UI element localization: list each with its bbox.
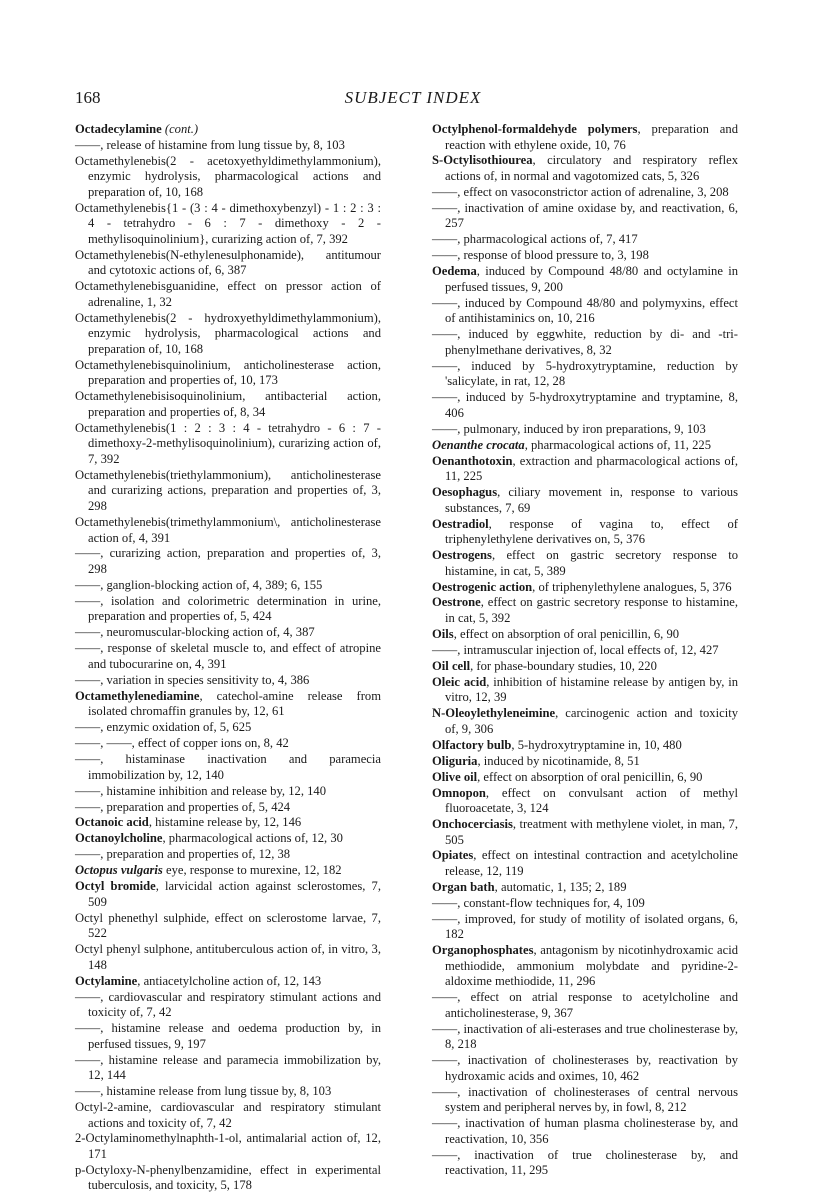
index-entry-heading: Octylphenol-formaldehyde polymers — [432, 122, 638, 136]
index-entry-text: ——, inactivation of human plasma cholinesterase by, and reactivation, 10, 356 — [432, 1116, 738, 1146]
index-entry-heading: Onchocerciasis — [432, 817, 513, 831]
index-entry-text: Octamethylenebisguanidine, effect on pressor action of adrenaline, 1, 32 — [75, 279, 381, 309]
index-entry — [432, 485, 738, 516]
index-column-right — [432, 122, 738, 1179]
index-entry-heading: Oenanthotoxin — [432, 453, 513, 468]
index-entry — [75, 421, 381, 468]
index-entry-text: ——, induced by Compound 48/80 and polymyxins, effect of antihistaminics on, 10, 216 — [432, 295, 738, 326]
index-entry-text: ——, histamine release from lung tissue by, 8, 103 — [75, 1084, 332, 1099]
index-entry — [432, 517, 738, 548]
index-entry — [432, 1085, 738, 1116]
index-entry — [432, 643, 738, 659]
index-entry-text: ——, release of histamine from lung tissue by, 8, 103 — [75, 137, 345, 152]
index-entry-heading: Organophosphates — [432, 943, 534, 958]
index-entry — [432, 770, 738, 786]
index-entry-text: ——, improved, for study of motility of isolated organs, 6, 182 — [432, 911, 738, 942]
index-entry-heading: Octamethylenediamine — [75, 688, 200, 703]
index-entry — [75, 942, 381, 973]
index-entry — [75, 831, 381, 847]
index-entry — [75, 1131, 381, 1162]
index-entry-text: , 5-hydroxytryptamine in, 10, 480 — [511, 737, 682, 752]
index-entry — [432, 1053, 738, 1084]
index-entry-text: ——, inactivation of ali-esterases and true cholinesterase by, 8, 218 — [432, 1021, 738, 1052]
index-entry-text: ——, variation in species sensitivity to, 4, 386 — [75, 672, 310, 687]
index-entry-text: ——, response of skeletal muscle to, and effect of atropine and tubocurarine on, 4, 391 — [75, 641, 381, 671]
index-entry — [432, 627, 738, 643]
page-number: 168 — [75, 88, 101, 107]
index-entry-text: , larvicidal action against sclerostomes, 7, 509 — [88, 879, 381, 909]
index-entry-text: , carcinogenic action and toxicity of, 9, 306 — [445, 706, 738, 736]
index-entry — [432, 390, 738, 421]
index-entry — [432, 327, 738, 358]
index-entry-text: , circulatory and respiratory reflex actions of, in normal and vagotomized cats, 5, 326 — [445, 153, 738, 184]
index-entry-text: ——, neuromuscular-blocking action of, 4, 387 — [75, 625, 315, 640]
page-title: SUBJECT INDEX — [344, 88, 482, 107]
index-entry-text: ——, isolation and colorimetric determination in urine, preparation and properties of, 5, 424 — [75, 593, 381, 624]
index-entry — [432, 659, 738, 675]
index-entry-heading: Oil cell — [432, 658, 471, 673]
index-entry-heading: Oestradiol — [432, 516, 489, 531]
index-entry — [75, 752, 381, 783]
index-entry-heading: Olfactory bulb — [432, 737, 512, 752]
index-entry-text: , effect on convulsant action of methyl fluoroacetate, 3, 124 — [445, 785, 738, 816]
index-entry-text: Octyl phenethyl sulphide, effect on sclerostome larvae, 7, 522 — [75, 910, 381, 941]
index-entry — [75, 625, 381, 641]
index-entry — [75, 815, 381, 831]
index-entry — [75, 546, 381, 577]
index-entry-text: ——, preparation and properties of, 12, 38 — [75, 847, 291, 862]
index-entry-heading: Oleic acid — [432, 674, 487, 689]
index-entry-text: , catechol-amine release from isolated chromaffin granules by, 12, 61 — [88, 688, 381, 719]
index-entry-text: (cont.) — [161, 122, 199, 136]
index-entry-text: ——, histamine release and oedema production by, in perfused tissues, 9, 197 — [75, 1021, 381, 1051]
index-entry-text: ——, histamine inhibition and release by, 12, 140 — [75, 783, 327, 798]
index-entry — [432, 359, 738, 390]
index-entry-heading: Oestrone — [432, 595, 481, 610]
index-entry-text: , pharmacological actions of, 11, 225 — [524, 437, 711, 452]
index-entry-heading: Octanoic acid — [75, 815, 149, 830]
index-entry — [75, 800, 381, 816]
index-entry-text: ——, pharmacological actions of, 7, 417 — [432, 232, 638, 247]
page-header — [75, 88, 751, 110]
index-entry-text: ——, constant-flow techniques for, 4, 109 — [432, 895, 645, 910]
index-entry-text: , histamine release by, 12, 146 — [148, 815, 302, 830]
index-entry-text: ——, inactivation of cholinesterases by, reactivation by hydroxamic acids and oximes, 10, 462 — [432, 1053, 738, 1083]
index-entry-text: , effect on gastric secretory response to histamine, in cat, 5, 389 — [445, 548, 738, 578]
index-entry-text: ——, enzymic oxidation of, 5, 625 — [75, 720, 252, 735]
index-entry-text: ——, induced by eggwhite, reduction by di- and -tri-phenylmethane derivatives, 8, 32 — [432, 327, 738, 357]
index-entry-text: , of triphenylethylene analogues, 5, 376 — [532, 579, 732, 594]
index-entry-text: Octamethylenebis(trimethylammonium\, anticholinesterase action of, 4, 391 — [75, 514, 381, 545]
index-entry-text: ——, histaminase inactivation and paramecia immobilization by, 12, 140 — [75, 752, 381, 782]
index-entry — [432, 580, 738, 596]
index-entry — [432, 943, 738, 990]
index-entry-text: , effect on absorption of oral penicillin, 6, 90 — [453, 626, 680, 641]
index-entry — [432, 990, 738, 1021]
index-entry-text: ——, effect on atrial response to acetylcholine and anticholinesterase, 9, 367 — [432, 990, 738, 1020]
index-entry-text: ——, ganglion-blocking action of, 4, 389; 6, 155 — [75, 577, 323, 592]
index-entry-text: eye, response to murexine, 12, 182 — [162, 863, 342, 878]
index-entry-text: ——, inactivation of true cholinesterase by, and reactivation, 11, 295 — [432, 1147, 738, 1178]
index-entry-text: , effect on absorption of oral penicillin, 6, 90 — [477, 769, 703, 784]
index-entry-heading: Oestrogens — [432, 548, 492, 563]
index-entry — [432, 754, 738, 770]
index-entry-text: ——, effect on vasoconstrictor action of adrenaline, 3, 208 — [432, 184, 729, 199]
index-entry-text: ——, induced by 5-hydroxytryptamine, reduction by 'salicylate, in rat, 12, 28 — [432, 358, 738, 389]
index-entry — [432, 122, 738, 153]
index-entry-text: ——, curarizing action, preparation and properties of, 3, 298 — [75, 546, 381, 576]
index-entry — [432, 548, 738, 579]
index-entry — [432, 201, 738, 232]
index-column-left — [75, 122, 381, 1194]
index-entry-heading: Oils — [432, 626, 454, 641]
index-entry-text: p-Octyloxy-N-phenylbenzamidine, effect in experimental tuberculosis, and toxicity, 5, 178 — [75, 1162, 381, 1193]
index-entry — [432, 817, 738, 848]
index-entry-text: ——, ——, effect of copper ions on, 8, 42 — [75, 736, 289, 751]
index-entry — [75, 863, 381, 879]
index-entry-text: ——, response of blood pressure to, 3, 198 — [432, 248, 649, 263]
index-entry — [432, 912, 738, 943]
index-entry — [432, 296, 738, 327]
index-entry — [75, 911, 381, 942]
index-entry-text: Octamethylenebis(2 - hydroxyethyldimethylammonium), enzymic hydrolysis, pharmacological actions and preparation of, 10, 168 — [75, 310, 381, 356]
index-entry — [75, 1100, 381, 1131]
index-entry-text: , antiacetylcholine action of, 12, 143 — [137, 973, 322, 988]
index-entry — [75, 122, 381, 138]
index-entry-text: 2-Octylaminomethylnaphth-1-ol, antimalarial action of, 12, 171 — [75, 1131, 381, 1161]
index-entry-text: Octyl phenyl sulphone, antituberculous action of, in vitro, 3, 148 — [75, 942, 381, 972]
index-entry — [75, 1053, 381, 1084]
index-entry — [75, 1021, 381, 1052]
index-entry-heading: Oedema — [432, 264, 477, 279]
index-entry-heading: Octylamine — [75, 973, 138, 988]
index-entry — [75, 201, 381, 248]
index-entry-text: ——, inactivation of cholinesterases of central nervous system and peripheral nerves by, in fowl, 8, 212 — [432, 1084, 738, 1115]
index-entry-heading: Opiates — [432, 848, 474, 863]
index-entry — [75, 720, 381, 736]
index-entry-heading: Octadecylamine — [75, 122, 162, 136]
index-entry-text: ——, preparation and properties of, 5, 424 — [75, 799, 291, 814]
index-entry — [432, 1022, 738, 1053]
index-entry-heading: Octanoylcholine — [75, 831, 163, 846]
index-entry — [432, 738, 738, 754]
index-entry — [75, 689, 381, 720]
index-entry-text: , effect on intestinal contraction and acetylcholine release, 12, 119 — [445, 848, 738, 879]
index-entry — [75, 990, 381, 1021]
index-entry-text: Octamethylenebis(N-ethylenesulphonamide), antitumour and cytotoxic actions of, 6, 387 — [75, 247, 381, 278]
index-entry — [432, 675, 738, 706]
index-entry-text: Octamethylenebis(1 : 2 : 3 : 4 - tetrahydro - 6 : 7 - dimethoxy-2-methylisoquinolinium), curarizing action of, 7, 392 — [75, 420, 381, 466]
index-entry-text: , automatic, 1, 135; 2, 189 — [494, 879, 627, 894]
index-entry — [432, 232, 738, 248]
index-entry-text: ——, inactivation of amine oxidase by, and reactivation, 6, 257 — [432, 200, 738, 231]
index-entry-text: , induced by nicotinamide, 8, 51 — [477, 753, 640, 768]
index-entry — [432, 264, 738, 295]
index-entry-text: ——, histamine release and paramecia immobilization by, 12, 144 — [75, 1052, 381, 1083]
index-entry — [75, 248, 381, 279]
index-entry — [432, 896, 738, 912]
index-entry — [75, 154, 381, 201]
index-entry-text: , induced by Compound 48/80 and octylamine in perfused tissues, 9, 200 — [445, 264, 738, 294]
index-entry-text: Octamethylenebisisoquinolinium, antibacterial action, preparation and properties of, 8, 34 — [75, 389, 381, 419]
index-entry-heading: Omnopon — [432, 785, 486, 800]
index-entry — [75, 389, 381, 420]
index-entry-heading: Olive oil — [432, 769, 478, 784]
index-entry — [75, 974, 381, 990]
index-entry — [75, 358, 381, 389]
index-entry — [432, 880, 738, 896]
index-entry — [75, 673, 381, 689]
index-entry-heading: Octopus vulgaris — [75, 863, 163, 878]
index-entry — [432, 595, 738, 626]
index-entry-text: ——, cardiovascular and respiratory stimulant actions and toxicity of, 7, 42 — [75, 989, 381, 1020]
index-entry — [75, 879, 381, 910]
index-entry — [432, 848, 738, 879]
index-entry-text: , response of vagina to, effect of triphenylethylene derivatives on, 5, 376 — [445, 516, 738, 547]
index-entry-text: , extraction and pharmacological actions of, 11, 225 — [445, 453, 738, 484]
index-entry-heading: Organ bath — [432, 879, 495, 894]
index-entry-text: , treatment with methylene violet, in man, 7, 505 — [445, 817, 738, 847]
index-entry — [75, 641, 381, 672]
index-entry — [432, 248, 738, 264]
index-entry — [432, 1148, 738, 1179]
index-entry — [432, 786, 738, 817]
index-entry — [432, 438, 738, 454]
index-entry — [75, 515, 381, 546]
index-entry — [75, 578, 381, 594]
index-entry-text: ——, intramuscular injection of, local effects of, 12, 427 — [432, 642, 719, 657]
index-entry — [432, 454, 738, 485]
index-entry-text: , for phase-boundary studies, 10, 220 — [470, 658, 657, 673]
index-entry — [432, 153, 738, 184]
index-entry — [75, 468, 381, 515]
index-entry — [75, 594, 381, 625]
index-entry — [75, 1084, 381, 1100]
index-entry-heading: Oenanthe crocata — [432, 437, 525, 452]
index-entry-heading: S-Octylisothiourea — [432, 153, 533, 168]
index-entry-text: ——, induced by 5-hydroxytryptamine and tryptamine, 8, 406 — [432, 390, 738, 420]
index-entry — [75, 311, 381, 358]
index-entry-heading: Oliguria — [432, 753, 478, 768]
index-entry-heading: N-Oleoylethyleneimine — [432, 706, 556, 721]
index-entry-text: , effect on gastric secretory response to histamine, in cat, 5, 392 — [445, 595, 738, 625]
index-entry — [432, 1116, 738, 1147]
index-entry — [432, 422, 738, 438]
index-entry — [432, 185, 738, 201]
index-entry — [75, 279, 381, 310]
index-entry-heading: Octyl bromide — [75, 879, 156, 894]
index-entry — [75, 1163, 381, 1194]
index-entry-heading: Oesophagus — [432, 485, 498, 500]
index-entry-text: , inhibition of histamine release by antigen by, in vitro, 12, 39 — [445, 674, 739, 705]
index-entry-text: , antagonism by nicotinhydroxamic acid methiodide, ammonium molybdate and pyridine-2-aldoxime methiodide, 11, 296 — [445, 943, 738, 989]
index-entry-text: Octamethylenebis{1 - (3 : 4 - dimethoxybenzyl) - 1 : 2 : 3 : 4 - tetrahydro - 6 : 7 - dimethoxy - 2 - methylisoquinolinium}, curarizing action of, 7, 392 — [75, 200, 381, 246]
index-entry-text: , preparation and reaction with ethylene oxide, 10, 76 — [445, 122, 738, 152]
index-entry-text: Octamethylenebis(2 - acetoxyethyldimethylammonium), enzymic hydrolysis, pharmacological actions and preparation of, 10, 168 — [75, 153, 381, 199]
index-entry — [75, 138, 381, 154]
index-entry — [75, 736, 381, 752]
index-entry-text: , pharmacological actions of, 12, 30 — [162, 831, 343, 846]
index-entry-text: , ciliary movement in, response to various substances, 7, 69 — [445, 485, 738, 515]
index-entry-text: Octamethylenebisquinolinium, anticholinesterase action, preparation and properties of, 10, 173 — [75, 357, 381, 388]
index-entry-text: Octyl-2-amine, cardiovascular and respiratory stimulant actions and toxicity of, 7, 42 — [75, 1099, 381, 1130]
index-entry — [75, 784, 381, 800]
index-entry — [75, 847, 381, 863]
index-entry — [432, 706, 738, 737]
index-entry-heading: Oestrogenic action — [432, 579, 533, 594]
index-entry-text: Octamethylenebis(triethylammonium), anticholinesterase and curarizing actions, preparation and properties of, 3, 298 — [75, 467, 381, 514]
index-entry-text: ——, pulmonary, induced by iron preparations, 9, 103 — [432, 421, 706, 436]
